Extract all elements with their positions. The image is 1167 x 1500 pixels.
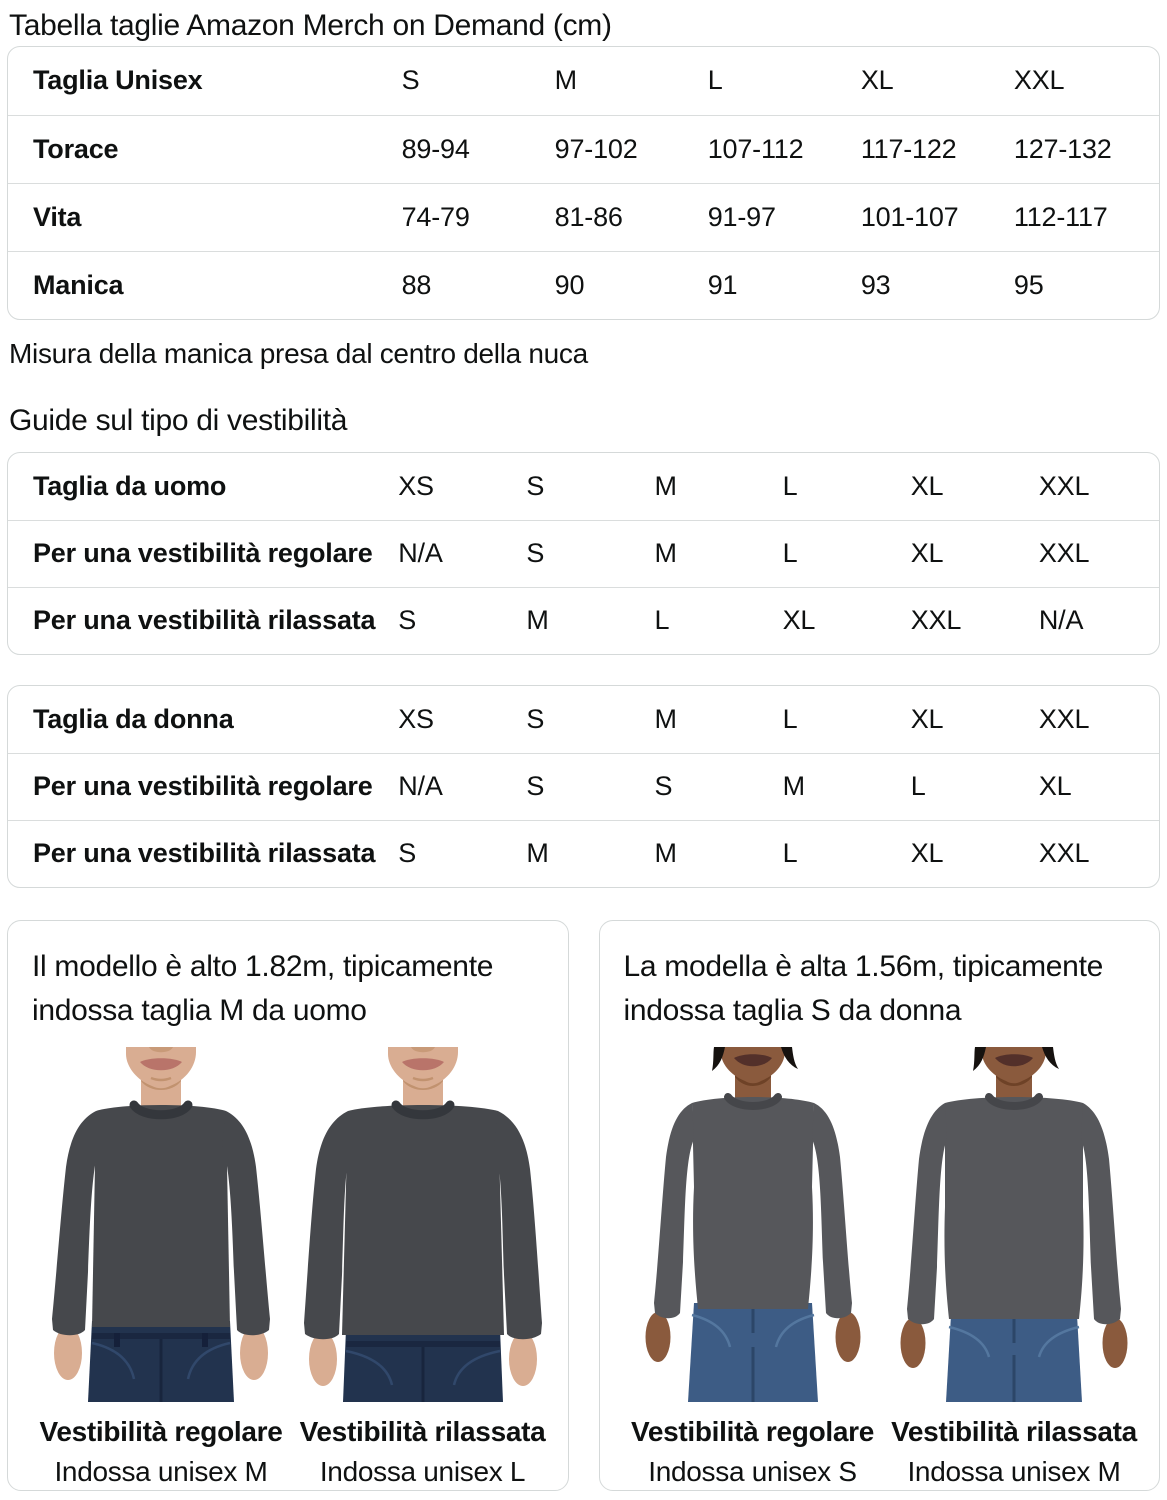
- male-model-card: [7, 920, 569, 1491]
- size-caption: Indossa unisex S: [648, 1456, 857, 1487]
- column-header: S: [526, 703, 545, 734]
- sleeve-measure-note: Misura della manica presa dal centro della nuca: [9, 338, 588, 369]
- cell-value: N/A: [390, 753, 518, 820]
- column-header: S: [526, 470, 545, 501]
- page-title: Tabella taglie Amazon Merch on Demand (cm): [9, 9, 612, 42]
- cell-value: 95: [1006, 251, 1159, 319]
- male-model-relaxed-illustration: [298, 1047, 548, 1402]
- cell-value: L: [775, 520, 903, 587]
- table-row: [8, 115, 1159, 183]
- fit-caption: Vestibilità regolare: [39, 1416, 283, 1447]
- cell-value: 107-112: [700, 115, 853, 183]
- female-photos-row: [624, 1047, 1144, 1488]
- column-header: Taglia Unisex: [33, 65, 203, 96]
- table-row: [8, 753, 1159, 820]
- cell-value: 81-86: [547, 183, 700, 251]
- column-header: L: [707, 65, 723, 96]
- column-header: M: [654, 703, 677, 734]
- table-row: [8, 820, 1159, 887]
- cell-value: S: [518, 753, 646, 820]
- male-model-regular-illustration: [36, 1047, 286, 1402]
- male-relaxed-fit-photo: [298, 1047, 548, 1488]
- table-header-row: [8, 47, 1159, 115]
- cell-value: M: [775, 753, 903, 820]
- cell-value: M: [518, 587, 646, 654]
- fit-caption: Vestibilità rilassata: [891, 1416, 1137, 1447]
- cell-value: S: [390, 820, 518, 887]
- cell-value: N/A: [1031, 587, 1159, 654]
- cell-value: L: [775, 820, 903, 887]
- cell-value: XL: [903, 520, 1031, 587]
- column-header: L: [782, 470, 798, 501]
- cell-value: S: [646, 753, 774, 820]
- size-caption: Indossa unisex L: [319, 1456, 526, 1487]
- cell-value: 90: [547, 251, 700, 319]
- table-header-row: [8, 686, 1159, 753]
- column-header: XL: [860, 65, 894, 96]
- size-caption: Indossa unisex M: [907, 1456, 1121, 1487]
- men-fit-table: [7, 452, 1160, 655]
- cell-value: 117-122: [853, 115, 1006, 183]
- row-label: Manica: [8, 251, 394, 319]
- cell-value: 97-102: [547, 115, 700, 183]
- row-label: Per una vestibilità regolare: [8, 520, 390, 587]
- female-model-relaxed-illustration: [889, 1047, 1139, 1402]
- female-model-description: La modella è alta 1.56m, tipicamente indossa taglia S da donna: [623, 950, 1103, 1027]
- cell-value: N/A: [390, 520, 518, 587]
- cell-value: XL: [1031, 753, 1159, 820]
- column-header: XXL: [1038, 703, 1090, 734]
- column-header: M: [654, 470, 677, 501]
- female-model-card: [599, 920, 1161, 1491]
- cell-value: 89-94: [394, 115, 547, 183]
- cell-value: XXL: [1031, 820, 1159, 887]
- cell-value: 88: [394, 251, 547, 319]
- row-label: Per una vestibilità rilassata: [8, 820, 390, 887]
- cell-value: 112-117: [1006, 183, 1159, 251]
- male-regular-fit-photo: [36, 1047, 286, 1488]
- column-header: S: [401, 65, 420, 96]
- column-header: XL: [910, 470, 944, 501]
- cell-value: S: [390, 587, 518, 654]
- women-fit-table: [7, 685, 1160, 888]
- cell-value: 101-107: [853, 183, 1006, 251]
- fit-guide-heading: Guide sul tipo di vestibilità: [9, 404, 348, 437]
- cell-value: L: [903, 753, 1031, 820]
- cell-value: 74-79: [394, 183, 547, 251]
- cell-value: M: [646, 520, 774, 587]
- column-header: M: [554, 65, 577, 96]
- male-photos-row: [32, 1047, 552, 1488]
- fit-caption: Vestibilità regolare: [631, 1416, 874, 1447]
- cell-value: 127-132: [1006, 115, 1159, 183]
- column-header: XXL: [1038, 470, 1090, 501]
- cell-value: 91: [700, 251, 853, 319]
- column-header: Taglia da uomo: [33, 470, 227, 501]
- column-header: XXL: [1013, 65, 1065, 96]
- column-header: XS: [398, 703, 434, 734]
- female-relaxed-fit-photo: [889, 1047, 1139, 1488]
- male-model-description: Il modello è alto 1.82m, tipicamente indossa taglia M da uomo: [32, 950, 494, 1027]
- cell-value: XL: [903, 820, 1031, 887]
- column-header: Taglia da donna: [33, 703, 234, 734]
- cell-value: 93: [853, 251, 1006, 319]
- cell-value: XXL: [903, 587, 1031, 654]
- cell-value: M: [646, 820, 774, 887]
- unisex-size-table: [7, 46, 1160, 320]
- table-row: [8, 183, 1159, 251]
- table-row: [8, 251, 1159, 319]
- row-label: Vita: [8, 183, 394, 251]
- cell-value: 91-97: [700, 183, 853, 251]
- column-header: XS: [398, 470, 434, 501]
- row-label: Per una vestibilità regolare: [8, 753, 390, 820]
- female-model-regular-illustration: [628, 1047, 878, 1402]
- column-header: L: [782, 703, 798, 734]
- female-regular-fit-photo: [628, 1047, 878, 1488]
- size-caption: Indossa unisex M: [54, 1456, 268, 1487]
- cell-value: S: [518, 520, 646, 587]
- model-cards: [7, 920, 1160, 1491]
- table-row: [8, 520, 1159, 587]
- table-row: [8, 587, 1159, 654]
- cell-value: XXL: [1031, 520, 1159, 587]
- table-header-row: [8, 453, 1159, 520]
- cell-value: XL: [775, 587, 903, 654]
- row-label: Per una vestibilità rilassata: [8, 587, 390, 654]
- column-header: XL: [910, 703, 944, 734]
- fit-caption: Vestibilità rilassata: [299, 1416, 546, 1447]
- row-label: Torace: [8, 115, 394, 183]
- cell-value: L: [646, 587, 774, 654]
- cell-value: M: [518, 820, 646, 887]
